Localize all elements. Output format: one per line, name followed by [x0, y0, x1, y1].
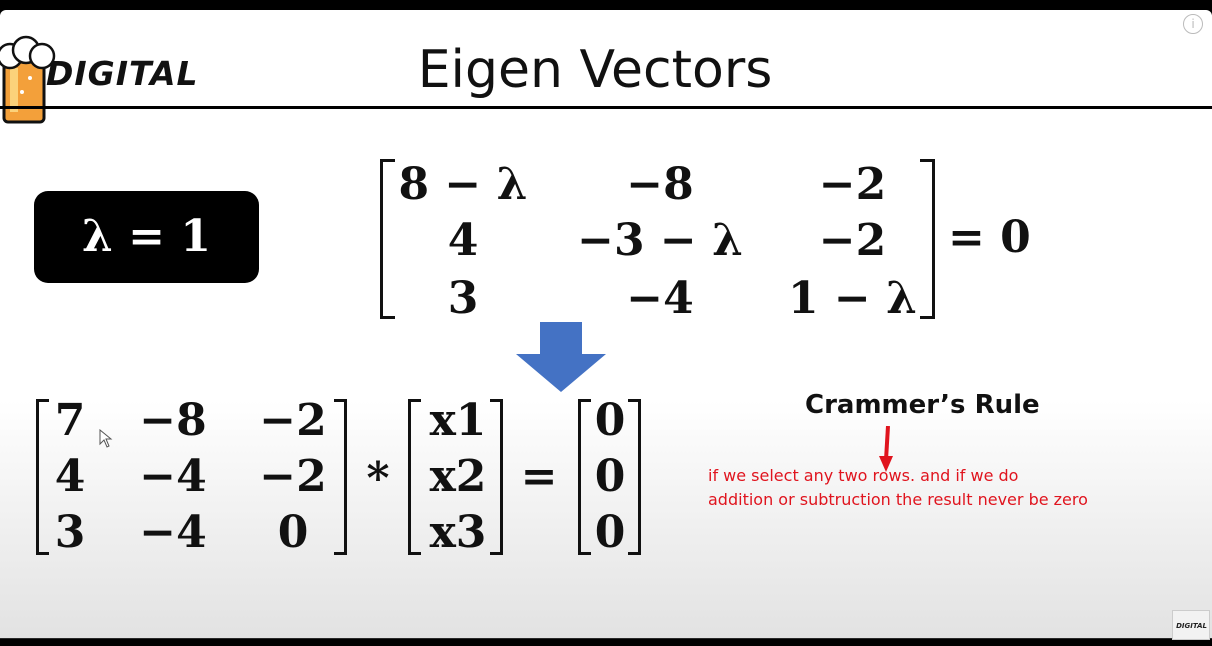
- note-line-2: addition or subtruction the result never be zero: [708, 490, 1088, 509]
- left-bracket: [36, 399, 49, 555]
- vector-cell: x2: [429, 451, 487, 502]
- characteristic-matrix: [380, 157, 935, 324]
- result-cell: 0: [594, 395, 626, 446]
- bottom-divider: [0, 638, 1212, 639]
- matrix-cell: −2: [259, 451, 327, 502]
- multiply-operator: *: [366, 453, 390, 504]
- equals-sign: =: [520, 451, 558, 502]
- matrix-cell: −2: [259, 395, 327, 446]
- vector-cell: x3: [429, 507, 487, 558]
- matrix-cell: 3: [54, 507, 86, 558]
- matrix-cell: 3: [447, 273, 479, 324]
- right-bracket: [628, 399, 641, 555]
- equals-zero: = 0: [948, 212, 1031, 263]
- channel-watermark-logo[interactable]: DIGITAL: [1172, 610, 1210, 640]
- info-icon[interactable]: i: [1183, 14, 1203, 34]
- note-line-1: if we select any two rows. and if we do: [708, 466, 1019, 485]
- vector-cell: x1: [429, 395, 487, 446]
- matrix-equation: [36, 395, 656, 558]
- matrix-cell: 8 − λ: [398, 159, 528, 210]
- matrix-cell: 0: [277, 507, 309, 558]
- matrix-cell: 1 − λ: [788, 273, 917, 324]
- matrix-cell: 4: [447, 215, 479, 266]
- title-divider: [0, 106, 1212, 109]
- crammer-rule-title: Crammer’s Rule: [805, 390, 1040, 420]
- left-bracket: [380, 159, 395, 319]
- matrix-cell: −4: [139, 507, 207, 558]
- matrix-cell: −8: [139, 395, 207, 446]
- mouse-pointer-icon: [99, 429, 113, 449]
- matrix-cell: 4: [54, 451, 86, 502]
- matrix-cell: −2: [818, 215, 887, 266]
- lambda-value-box: λ = 1: [34, 191, 259, 283]
- result-cell: 0: [594, 507, 626, 558]
- matrix-cell: −3 − λ: [577, 215, 743, 266]
- down-arrow-icon: [516, 322, 606, 392]
- matrix-cell: −2: [818, 159, 887, 210]
- matrix-cell: −4: [626, 273, 694, 324]
- matrix-cell: −8: [626, 159, 694, 210]
- matrix-cell: 7: [54, 395, 86, 446]
- slide: [0, 10, 1212, 639]
- page-title: Eigen Vectors: [417, 40, 773, 100]
- matrix-cell: −4: [139, 451, 207, 502]
- right-bracket: [334, 399, 347, 555]
- result-cell: 0: [594, 451, 626, 502]
- right-bracket: [490, 399, 503, 555]
- logo-text: DIGITAL: [46, 54, 199, 93]
